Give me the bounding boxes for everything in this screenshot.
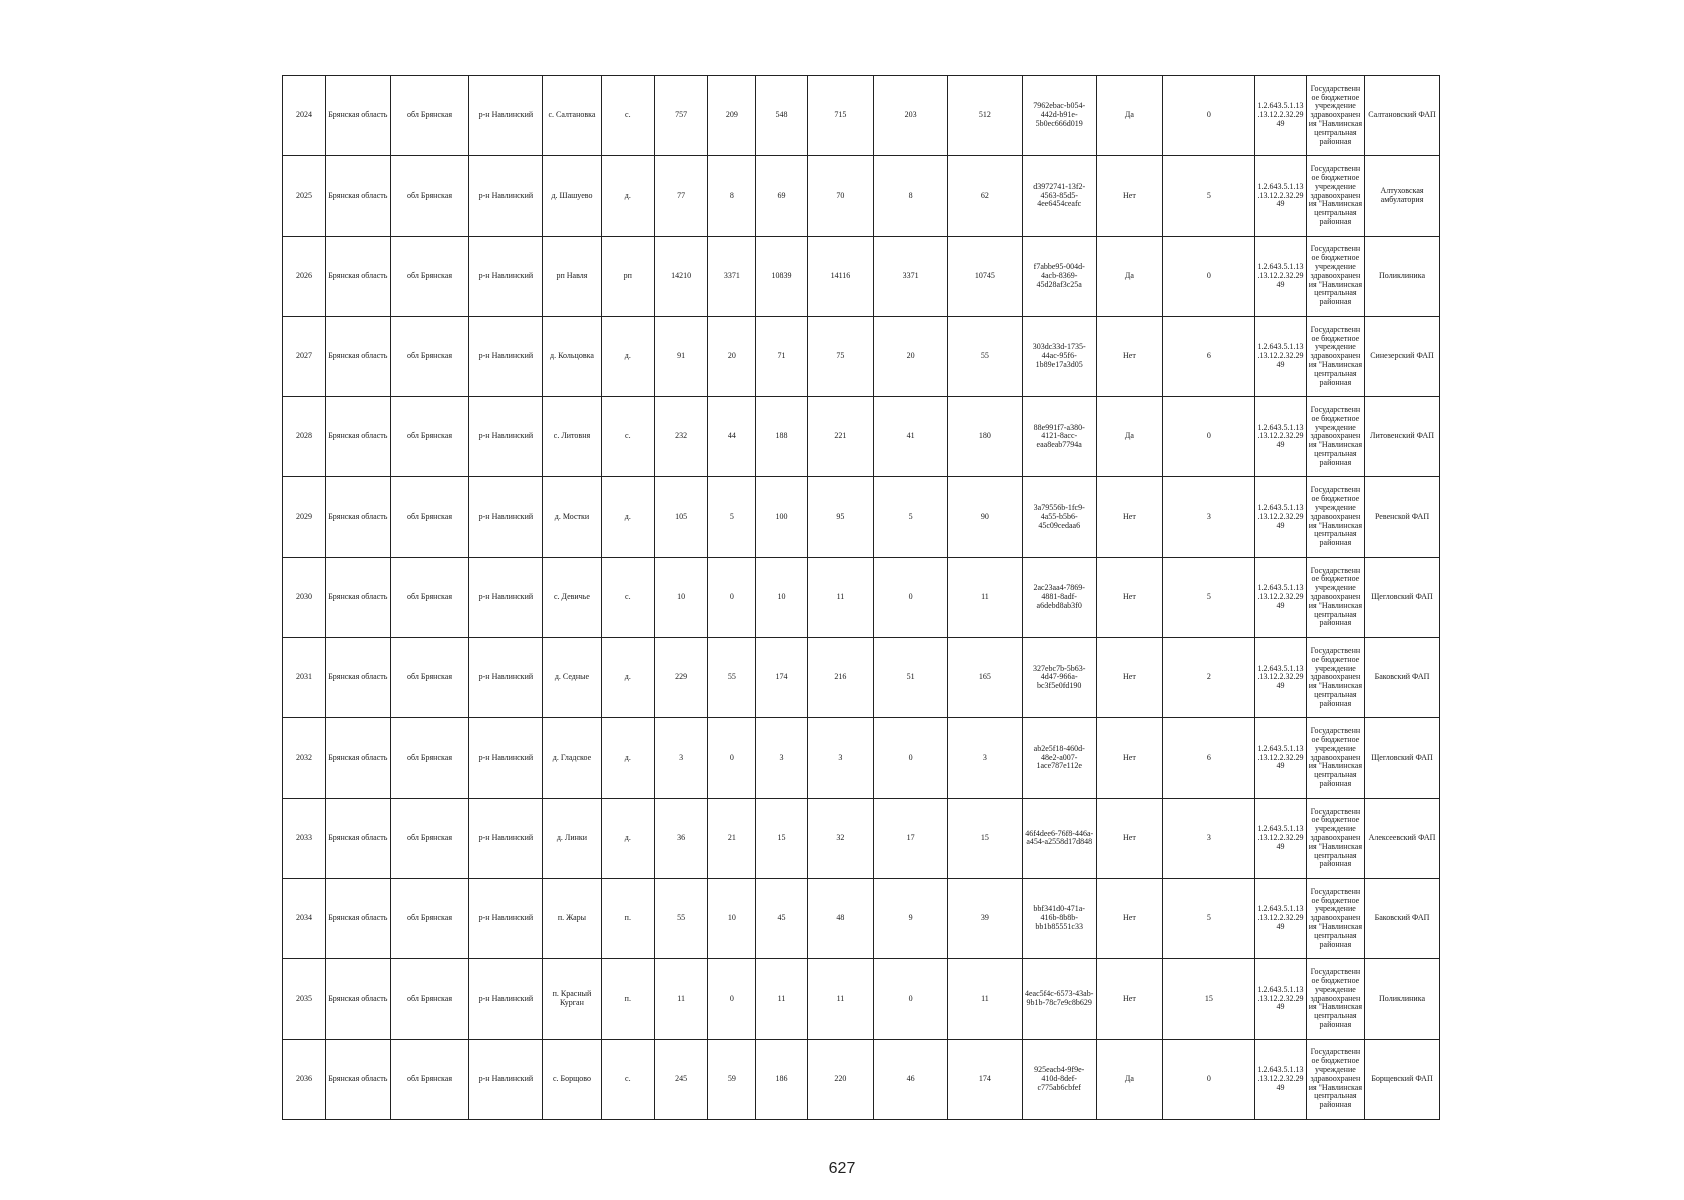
oblast-cell: обл Брянская [390, 236, 469, 316]
settlement-type-cell: с. [601, 1039, 654, 1119]
value-3-cell: 548 [756, 76, 807, 156]
value-5-cell: 51 [874, 638, 948, 718]
oblast-cell: обл Брянская [390, 718, 469, 798]
settlement-cell: п. Красный Курган [543, 959, 601, 1039]
value-4-cell: 220 [807, 1039, 874, 1119]
settlement-type-cell: с. [601, 557, 654, 637]
flag-cell: Нет [1096, 316, 1163, 396]
region-cell: Брянская область [326, 718, 391, 798]
facility-cell: Баковский ФАП [1365, 878, 1440, 958]
settlement-cell: с. Девичье [543, 557, 601, 637]
value-3-cell: 100 [756, 477, 807, 557]
flag-cell: Нет [1096, 557, 1163, 637]
table-row [283, 718, 1440, 798]
flag-cell: Да [1096, 76, 1163, 156]
region-cell: Брянская область [326, 316, 391, 396]
settlement-cell: с. Салтановка [543, 76, 601, 156]
table-row [283, 236, 1440, 316]
value-3-cell: 188 [756, 397, 807, 477]
oblast-cell: обл Брянская [390, 798, 469, 878]
row-number: 2030 [283, 557, 326, 637]
district-cell: р-н Навлинский [469, 236, 543, 316]
value-6-cell: 15 [948, 798, 1023, 878]
value-3-cell: 15 [756, 798, 807, 878]
district-cell: р-н Навлинский [469, 557, 543, 637]
flag-cell: Да [1096, 1039, 1163, 1119]
region-cell: Брянская область [326, 397, 391, 477]
fias-id-cell: 46f4dee6-76f8-446a-a454-a2558d17d848 [1022, 798, 1096, 878]
value-4-cell: 70 [807, 156, 874, 236]
oid-code-cell: 1.2.643.5.1.13.13.12.2.32.2949 [1255, 1039, 1306, 1119]
region-cell: Брянская область [326, 798, 391, 878]
value-6-cell: 62 [948, 156, 1023, 236]
value-1-cell: 55 [654, 878, 707, 958]
settlement-cell: с. Литовня [543, 397, 601, 477]
table-row [283, 477, 1440, 557]
facility-cell: Поликлиника [1365, 959, 1440, 1039]
table-row [283, 397, 1440, 477]
oid-code-cell: 1.2.643.5.1.13.13.12.2.32.2949 [1255, 236, 1306, 316]
flag-cell: Нет [1096, 718, 1163, 798]
settlement-type-cell: д. [601, 316, 654, 396]
value-2-cell: 209 [708, 76, 756, 156]
district-cell: р-н Навлинский [469, 1039, 543, 1119]
fias-id-cell: 925eacb4-9f9e-410d-8def-c775ab6cbfef [1022, 1039, 1096, 1119]
table-row [283, 959, 1440, 1039]
registry-table [282, 75, 1440, 1120]
value-6-cell: 55 [948, 316, 1023, 396]
oblast-cell: обл Брянская [390, 557, 469, 637]
table-row [283, 557, 1440, 637]
value-3-cell: 174 [756, 638, 807, 718]
value-4-cell: 75 [807, 316, 874, 396]
value-5-cell: 41 [874, 397, 948, 477]
table-row [283, 156, 1440, 236]
value-2-cell: 0 [708, 557, 756, 637]
fias-id-cell: 303dc33d-1735-44ac-95f6-1b89e17a3d05 [1022, 316, 1096, 396]
value-5-cell: 0 [874, 557, 948, 637]
row-number: 2035 [283, 959, 326, 1039]
value-2-cell: 20 [708, 316, 756, 396]
region-cell: Брянская область [326, 477, 391, 557]
distance-cell: 0 [1163, 76, 1255, 156]
oid-code-cell: 1.2.643.5.1.13.13.12.2.32.2949 [1255, 878, 1306, 958]
distance-cell: 3 [1163, 477, 1255, 557]
oid-code-cell: 1.2.643.5.1.13.13.12.2.32.2949 [1255, 718, 1306, 798]
value-5-cell: 17 [874, 798, 948, 878]
value-6-cell: 11 [948, 557, 1023, 637]
value-2-cell: 59 [708, 1039, 756, 1119]
table-row [283, 316, 1440, 396]
value-5-cell: 8 [874, 156, 948, 236]
institution-cell: Государственное бюджетное учреждение здравоохранения "Навлинская центральная районная [1306, 878, 1364, 958]
district-cell: р-н Навлинский [469, 397, 543, 477]
value-3-cell: 11 [756, 959, 807, 1039]
value-2-cell: 55 [708, 638, 756, 718]
value-5-cell: 5 [874, 477, 948, 557]
value-1-cell: 229 [654, 638, 707, 718]
settlement-cell: с. Борщово [543, 1039, 601, 1119]
value-5-cell: 0 [874, 959, 948, 1039]
value-3-cell: 69 [756, 156, 807, 236]
value-3-cell: 71 [756, 316, 807, 396]
value-2-cell: 8 [708, 156, 756, 236]
flag-cell: Да [1096, 397, 1163, 477]
distance-cell: 0 [1163, 1039, 1255, 1119]
institution-cell: Государственное бюджетное учреждение здравоохранения "Навлинская центральная районная [1306, 718, 1364, 798]
facility-cell: Щегловский ФАП [1365, 557, 1440, 637]
value-1-cell: 232 [654, 397, 707, 477]
settlement-type-cell: д. [601, 798, 654, 878]
table-row [283, 878, 1440, 958]
settlement-type-cell: с. [601, 397, 654, 477]
district-cell: р-н Навлинский [469, 638, 543, 718]
row-number: 2036 [283, 1039, 326, 1119]
value-1-cell: 14210 [654, 236, 707, 316]
region-cell: Брянская область [326, 959, 391, 1039]
value-3-cell: 186 [756, 1039, 807, 1119]
facility-cell: Литовенский ФАП [1365, 397, 1440, 477]
oblast-cell: обл Брянская [390, 638, 469, 718]
settlement-type-cell: с. [601, 76, 654, 156]
value-6-cell: 39 [948, 878, 1023, 958]
value-2-cell: 10 [708, 878, 756, 958]
institution-cell: Государственное бюджетное учреждение здравоохранения "Навлинская центральная районная [1306, 316, 1364, 396]
value-6-cell: 90 [948, 477, 1023, 557]
region-cell: Брянская область [326, 638, 391, 718]
value-5-cell: 20 [874, 316, 948, 396]
region-cell: Брянская область [326, 557, 391, 637]
fias-id-cell: f7abbe95-004d-4acb-8369-45d28af3c25a [1022, 236, 1096, 316]
value-3-cell: 3 [756, 718, 807, 798]
settlement-cell: д. Шашуево [543, 156, 601, 236]
oid-code-cell: 1.2.643.5.1.13.13.12.2.32.2949 [1255, 156, 1306, 236]
fias-id-cell: 4eac5f4c-6573-43ab-9b1b-78c7e9c8b629 [1022, 959, 1096, 1039]
value-4-cell: 14116 [807, 236, 874, 316]
flag-cell: Нет [1096, 156, 1163, 236]
table-row [283, 638, 1440, 718]
value-6-cell: 3 [948, 718, 1023, 798]
row-number: 2024 [283, 76, 326, 156]
oblast-cell: обл Брянская [390, 959, 469, 1039]
value-4-cell: 11 [807, 959, 874, 1039]
value-6-cell: 10745 [948, 236, 1023, 316]
row-number: 2025 [283, 156, 326, 236]
value-5-cell: 0 [874, 718, 948, 798]
institution-cell: Государственное бюджетное учреждение здравоохранения "Навлинская центральная районная [1306, 76, 1364, 156]
institution-cell: Государственное бюджетное учреждение здравоохранения "Навлинская центральная районная [1306, 397, 1364, 477]
oblast-cell: обл Брянская [390, 76, 469, 156]
value-6-cell: 11 [948, 959, 1023, 1039]
settlement-cell: рп Навля [543, 236, 601, 316]
value-3-cell: 10839 [756, 236, 807, 316]
institution-cell: Государственное бюджетное учреждение здравоохранения "Навлинская центральная районная [1306, 798, 1364, 878]
value-2-cell: 21 [708, 798, 756, 878]
value-1-cell: 757 [654, 76, 707, 156]
distance-cell: 6 [1163, 316, 1255, 396]
value-4-cell: 3 [807, 718, 874, 798]
settlement-cell: д. Кольцовка [543, 316, 601, 396]
fias-id-cell: 7962ebac-b054-442d-b91e-5b0ec666d019 [1022, 76, 1096, 156]
settlement-cell: д. Линки [543, 798, 601, 878]
settlement-type-cell: д. [601, 156, 654, 236]
value-4-cell: 715 [807, 76, 874, 156]
page-number: 627 [828, 1160, 856, 1177]
distance-cell: 5 [1163, 878, 1255, 958]
oid-code-cell: 1.2.643.5.1.13.13.12.2.32.2949 [1255, 76, 1306, 156]
oid-code-cell: 1.2.643.5.1.13.13.12.2.32.2949 [1255, 477, 1306, 557]
row-number: 2027 [283, 316, 326, 396]
flag-cell: Нет [1096, 878, 1163, 958]
value-1-cell: 36 [654, 798, 707, 878]
value-1-cell: 105 [654, 477, 707, 557]
facility-cell: Салтановский ФАП [1365, 76, 1440, 156]
settlement-type-cell: п. [601, 959, 654, 1039]
institution-cell: Государственное бюджетное учреждение здравоохранения "Навлинская центральная районная [1306, 236, 1364, 316]
fias-id-cell: 2ac23aa4-7869-4881-8adf-a6debd8ab3f0 [1022, 557, 1096, 637]
institution-cell: Государственное бюджетное учреждение здравоохранения "Навлинская центральная районная [1306, 959, 1364, 1039]
value-1-cell: 245 [654, 1039, 707, 1119]
value-6-cell: 512 [948, 76, 1023, 156]
region-cell: Брянская область [326, 76, 391, 156]
oblast-cell: обл Брянская [390, 156, 469, 236]
row-number: 2028 [283, 397, 326, 477]
row-number: 2034 [283, 878, 326, 958]
value-1-cell: 91 [654, 316, 707, 396]
oid-code-cell: 1.2.643.5.1.13.13.12.2.32.2949 [1255, 316, 1306, 396]
facility-cell: Баковский ФАП [1365, 638, 1440, 718]
district-cell: р-н Навлинский [469, 878, 543, 958]
settlement-cell: п. Жары [543, 878, 601, 958]
flag-cell: Нет [1096, 638, 1163, 718]
district-cell: р-н Навлинский [469, 316, 543, 396]
table-row [283, 76, 1440, 156]
settlement-type-cell: д. [601, 718, 654, 798]
facility-cell: Алтуховская амбулатория [1365, 156, 1440, 236]
facility-cell: Борщевский ФАП [1365, 1039, 1440, 1119]
settlement-cell: д. Мостки [543, 477, 601, 557]
value-2-cell: 0 [708, 718, 756, 798]
value-4-cell: 32 [807, 798, 874, 878]
row-number: 2032 [283, 718, 326, 798]
row-number: 2029 [283, 477, 326, 557]
value-3-cell: 10 [756, 557, 807, 637]
oid-code-cell: 1.2.643.5.1.13.13.12.2.32.2949 [1255, 798, 1306, 878]
region-cell: Брянская область [326, 1039, 391, 1119]
row-number: 2031 [283, 638, 326, 718]
value-6-cell: 180 [948, 397, 1023, 477]
oid-code-cell: 1.2.643.5.1.13.13.12.2.32.2949 [1255, 638, 1306, 718]
value-3-cell: 45 [756, 878, 807, 958]
district-cell: р-н Навлинский [469, 477, 543, 557]
distance-cell: 5 [1163, 156, 1255, 236]
oblast-cell: обл Брянская [390, 477, 469, 557]
distance-cell: 0 [1163, 397, 1255, 477]
institution-cell: Государственное бюджетное учреждение здравоохранения "Навлинская центральная районная [1306, 1039, 1364, 1119]
value-4-cell: 221 [807, 397, 874, 477]
oblast-cell: обл Брянская [390, 397, 469, 477]
distance-cell: 2 [1163, 638, 1255, 718]
oblast-cell: обл Брянская [390, 316, 469, 396]
value-5-cell: 3371 [874, 236, 948, 316]
settlement-type-cell: д. [601, 477, 654, 557]
distance-cell: 3 [1163, 798, 1255, 878]
row-number: 2033 [283, 798, 326, 878]
oblast-cell: обл Брянская [390, 878, 469, 958]
region-cell: Брянская область [326, 878, 391, 958]
facility-cell: Щегловский ФАП [1365, 718, 1440, 798]
institution-cell: Государственное бюджетное учреждение здравоохранения "Навлинская центральная районная [1306, 477, 1364, 557]
table-row [283, 1039, 1440, 1119]
value-2-cell: 44 [708, 397, 756, 477]
table-body [283, 76, 1440, 1120]
district-cell: р-н Навлинский [469, 156, 543, 236]
fias-id-cell: ab2e5f18-460d-48e2-a007-1ace787e112e [1022, 718, 1096, 798]
value-1-cell: 77 [654, 156, 707, 236]
settlement-type-cell: д. [601, 638, 654, 718]
value-4-cell: 48 [807, 878, 874, 958]
value-5-cell: 9 [874, 878, 948, 958]
facility-cell: Алексеевский ФАП [1365, 798, 1440, 878]
row-number: 2026 [283, 236, 326, 316]
region-cell: Брянская область [326, 236, 391, 316]
fias-id-cell: d3972741-13f2-4563-85d5-4ee6454ceafc [1022, 156, 1096, 236]
distance-cell: 0 [1163, 236, 1255, 316]
value-6-cell: 165 [948, 638, 1023, 718]
value-4-cell: 216 [807, 638, 874, 718]
value-2-cell: 5 [708, 477, 756, 557]
fias-id-cell: bbf341d0-471a-416b-8b8b-bb1b85551c33 [1022, 878, 1096, 958]
value-4-cell: 95 [807, 477, 874, 557]
settlement-cell: д. Седные [543, 638, 601, 718]
oid-code-cell: 1.2.643.5.1.13.13.12.2.32.2949 [1255, 959, 1306, 1039]
flag-cell: Нет [1096, 798, 1163, 878]
distance-cell: 5 [1163, 557, 1255, 637]
value-5-cell: 203 [874, 76, 948, 156]
facility-cell: Ревенской ФАП [1365, 477, 1440, 557]
value-6-cell: 174 [948, 1039, 1023, 1119]
oid-code-cell: 1.2.643.5.1.13.13.12.2.32.2949 [1255, 397, 1306, 477]
value-1-cell: 3 [654, 718, 707, 798]
facility-cell: Синезерский ФАП [1365, 316, 1440, 396]
district-cell: р-н Навлинский [469, 76, 543, 156]
district-cell: р-н Навлинский [469, 798, 543, 878]
institution-cell: Государственное бюджетное учреждение здравоохранения "Навлинская центральная районная [1306, 557, 1364, 637]
region-cell: Брянская область [326, 156, 391, 236]
table-row [283, 798, 1440, 878]
settlement-cell: д. Гладское [543, 718, 601, 798]
value-2-cell: 0 [708, 959, 756, 1039]
flag-cell: Нет [1096, 477, 1163, 557]
flag-cell: Да [1096, 236, 1163, 316]
value-4-cell: 11 [807, 557, 874, 637]
district-cell: р-н Навлинский [469, 959, 543, 1039]
distance-cell: 6 [1163, 718, 1255, 798]
value-2-cell: 3371 [708, 236, 756, 316]
institution-cell: Государственное бюджетное учреждение здравоохранения "Навлинская центральная районная [1306, 638, 1364, 718]
facility-cell: Поликлиника [1365, 236, 1440, 316]
fias-id-cell: 327ebc7b-5b63-4d47-966a-bc3f5e0fd190 [1022, 638, 1096, 718]
distance-cell: 15 [1163, 959, 1255, 1039]
flag-cell: Нет [1096, 959, 1163, 1039]
settlement-type-cell: п. [601, 878, 654, 958]
settlement-type-cell: рп [601, 236, 654, 316]
district-cell: р-н Навлинский [469, 718, 543, 798]
value-1-cell: 10 [654, 557, 707, 637]
value-5-cell: 46 [874, 1039, 948, 1119]
fias-id-cell: 88e991f7-a380-4121-8acc-eaa8eab7794a [1022, 397, 1096, 477]
value-1-cell: 11 [654, 959, 707, 1039]
oblast-cell: обл Брянская [390, 1039, 469, 1119]
oid-code-cell: 1.2.643.5.1.13.13.12.2.32.2949 [1255, 557, 1306, 637]
fias-id-cell: 3a79556b-1fc9-4a55-b5b6-45c09cedaa6 [1022, 477, 1096, 557]
institution-cell: Государственное бюджетное учреждение здравоохранения "Навлинская центральная районная [1306, 156, 1364, 236]
